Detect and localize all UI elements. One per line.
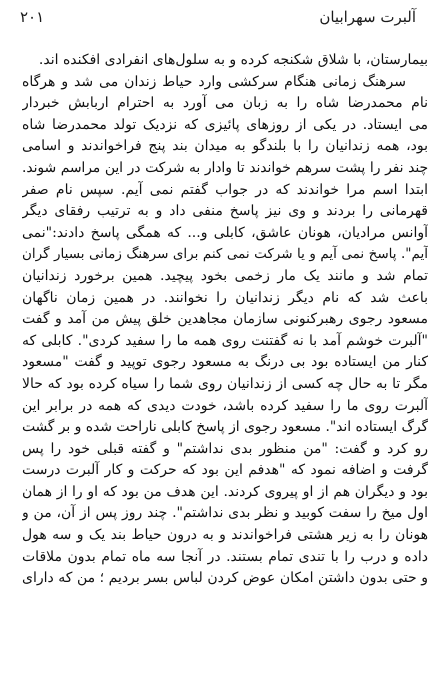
text-line: مگر تا به حال چه کسی از زندانیان روی شما را سیاه کرده بود که حالا: [22, 375, 428, 392]
text-line: اول میخ را سفت کوبید و نظر بدی نداشتم". چند روز پس از آن، من و: [22, 505, 428, 522]
text-line: باعث شد که نام دیگر زندانیان را نخوانند. در همین زمان ناگهان: [22, 289, 428, 306]
text-line: آیم". پاسخ نمی آیم و یا شرکت نمی کنم برای سرهنگ زمانی بسیار گران: [22, 246, 428, 263]
text-line: داده و درب را با تندی تمام بستند. در آنجا سه ماه تمام بدون ملاقات: [22, 548, 428, 565]
text-line: مسعود رجوی رهبرکنونی سازمان مجاهدین خلق پیش من آمد و گفت: [22, 311, 428, 328]
header-title: آلبرت سهرابیان: [319, 8, 416, 26]
text-line: نام محمدرضا شاه را به زبان می آورد به احترام اربابش خبردار: [22, 95, 428, 112]
text-line: رو کرد و گفت: "من منظور بدی نداشتم" و گفته قبلی خود را پس: [22, 440, 428, 457]
text-line: چند نفر را پشت سرهم خواندند تا وادار به شرکت در این مراسم شوند.: [22, 159, 428, 176]
text-line: آلبرت روی ما را سفید کرده باشد، خودت دیدی که همه در برابر این: [22, 397, 428, 414]
text-line: می ایستاد. در یکی از روزهای پائیزی که نزدیک تولد محمدرضا شاه: [22, 116, 428, 133]
text-line: بود و دیگران هم از او پیروی کردند. این هدف من بود که او را از همان: [22, 483, 428, 500]
text-line: گرفت و اضافه نمود که "هدفم این بود که حرکت و کار آلبرت درست: [22, 462, 428, 479]
text-line: گرگ ایستاده اند". مسعود رجوی از پاسخ کابلی ناراحت شده و بر گشت: [22, 419, 428, 436]
page-number: ۲۰۱: [20, 8, 45, 26]
text-line: قهرمانی را بردند و وی نیز پاسخ منفی داد و به ترتیب رفقای دیگر: [22, 203, 428, 220]
text-line: سرهنگ زمانی هنگام سرکشی وارد حیاط زندان می شد و هرگاه: [22, 73, 406, 90]
text-line: "آلبرت خوشم آمد با نه گفتنت روی همه ما را سفید کردی". کابلی که: [22, 332, 428, 349]
text-line: هونان را به زیر هشتی فراخواندند و به درون حیاط بند یک و سه هول: [22, 527, 428, 544]
text-line: ابتدا اسم مرا خواندند که در جواب گفتم نمی آیم. سپس نام صفر: [22, 181, 428, 198]
text-line: آوانس مرادیان، هونان عاشق، کابلی و... که همگی پاسخ دادند:"نمی: [22, 224, 428, 241]
text-line: بود، همه زندانیان را با بلندگو به میدان بند پنج فراخواندند و اسامی: [22, 138, 428, 155]
running-header: [20, 6, 416, 32]
text-line: بیمارستان، با شلاق شکنجه کرده و به سلول‌های انفرادی افکنده اند.: [38, 52, 428, 68]
text-line: و حتی بدون داشتن امکان عوض کردن لباس بسر بردیم ؛ من که دارای: [22, 570, 428, 587]
text-line: کنار من ایستاده بود بی درنگ به مسعود رجوی توپید و گفت "مسعود: [22, 354, 428, 371]
body-text: [22, 50, 428, 590]
text-line: تمام شد و مانند یک مار زخمی بخود پیچید. همین برخورد زندانیان: [22, 267, 428, 284]
